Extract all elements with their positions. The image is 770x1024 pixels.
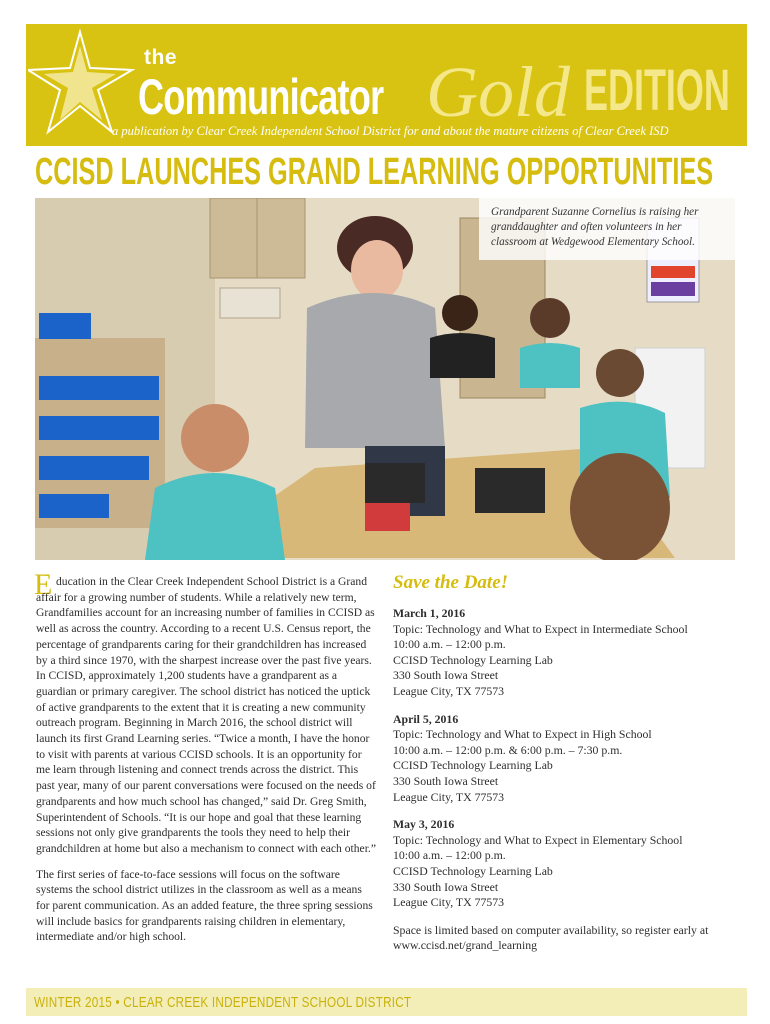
event-topic: Topic: Technology and What to Expect in High School [393, 727, 652, 742]
masthead-tagline: a publication by Clear Creek Independent School District for and about the mature citizens of Clear Creek ISD [112, 124, 669, 138]
classroom-photo [35, 198, 735, 560]
drop-cap: E [34, 568, 53, 601]
event-date: April 5, 2016 [393, 711, 459, 726]
article-paragraph: ducation in the Clear Creek Independent School District is a Grand affair for a growing number of students. While a relatively new term, Grandfamilies account for an increasing number of families in CCISD as well as across the country. According to a recent U.S. Census report, the percentage of grandparents caring for their grandchildren has increased by a third since 1970, with the sharpest increase over the past five years. In CCISD, approximately 1,200 students have a grandparent as a guardian or primary caregiver. The school district has noticed the uptick of active grandparents to the extent that it is creating a new community outreach program. Beginning in March 2016, the school district will launch its first Grand Learning series. “Twice a month, I have the honor to visit with parents at various CCISD schools. It is an opportunity for me learn through listening and connect trends across the district. This past year, many of our parent conversations were focused on the needs of grandparents and how much school has changed,” said Dr. Greg Smith, Superintendent of Schools. “It is our hope and goal that these learning sessions not only give grandparents the tools they need to help their grandchildren at home but also a mechanism to connect with each other.” [36, 575, 376, 855]
article-body [36, 574, 378, 955]
event-address: 330 South Iowa Street [393, 879, 499, 894]
event-item [393, 606, 733, 700]
event-venue: CCISD Technology Learning Lab [393, 758, 553, 773]
star-logo-icon [28, 28, 140, 136]
event-city: League City, TX 77573 [393, 895, 505, 910]
event-date: May 3, 2016 [393, 817, 455, 832]
event-topic: Topic: Technology and What to Expect in Elementary School [393, 832, 683, 847]
masthead-the: the [144, 46, 177, 69]
masthead-title: Communicator [138, 69, 384, 125]
event-date: March 1, 2016 [393, 606, 466, 620]
footer-bar [26, 988, 747, 1016]
masthead-banner [26, 24, 747, 146]
event-city: League City, TX 77573 [393, 789, 505, 804]
event-item [393, 712, 733, 806]
event-item [393, 817, 733, 911]
event-time: 10:00 a.m. – 12:00 p.m. [393, 848, 506, 863]
photo-caption: Grandparent Suzanne Cornelius is raising her granddaughter and often volunteers in her classroom at Wedgewood Elementary School. [479, 198, 735, 260]
event-address: 330 South Iowa Street [393, 668, 499, 683]
masthead-edition: EDITION [584, 58, 730, 123]
event-venue: CCISD Technology Learning Lab [393, 652, 553, 667]
event-venue: CCISD Technology Learning Lab [393, 863, 553, 878]
event-city: League City, TX 77573 [393, 683, 505, 698]
event-time: 10:00 a.m. – 12:00 p.m. & 6:00 p.m. – 7:30 p.m. [393, 742, 623, 757]
footer-text: WINTER 2015 • CLEAR CREEK INDEPENDENT SCHOOL DISTRICT [34, 994, 412, 1011]
event-time: 10:00 a.m. – 12:00 p.m. [393, 637, 506, 652]
save-the-date-title: Save the Date! [393, 572, 509, 593]
events-list [393, 606, 733, 954]
headline: CCISD LAUNCHES GRAND LEARNING OPPORTUNITIES [35, 151, 714, 193]
registration-note: Space is limited based on computer availability, so register early at www.ccisd.net/grand_learning [393, 922, 709, 953]
event-address: 330 South Iowa Street [393, 773, 499, 788]
article-paragraph: The first series of face-to-face sessions will focus on the software systems the school district utilizes in the classroom as well as a means for parent communication. As an added feature, the three spring sessions will include basics for grandparents raising children in elementary, intermediate and/or high school. [36, 867, 373, 944]
event-topic: Topic: Technology and What to Expect in Intermediate School [393, 621, 688, 636]
masthead-gold: Gold [426, 52, 570, 132]
